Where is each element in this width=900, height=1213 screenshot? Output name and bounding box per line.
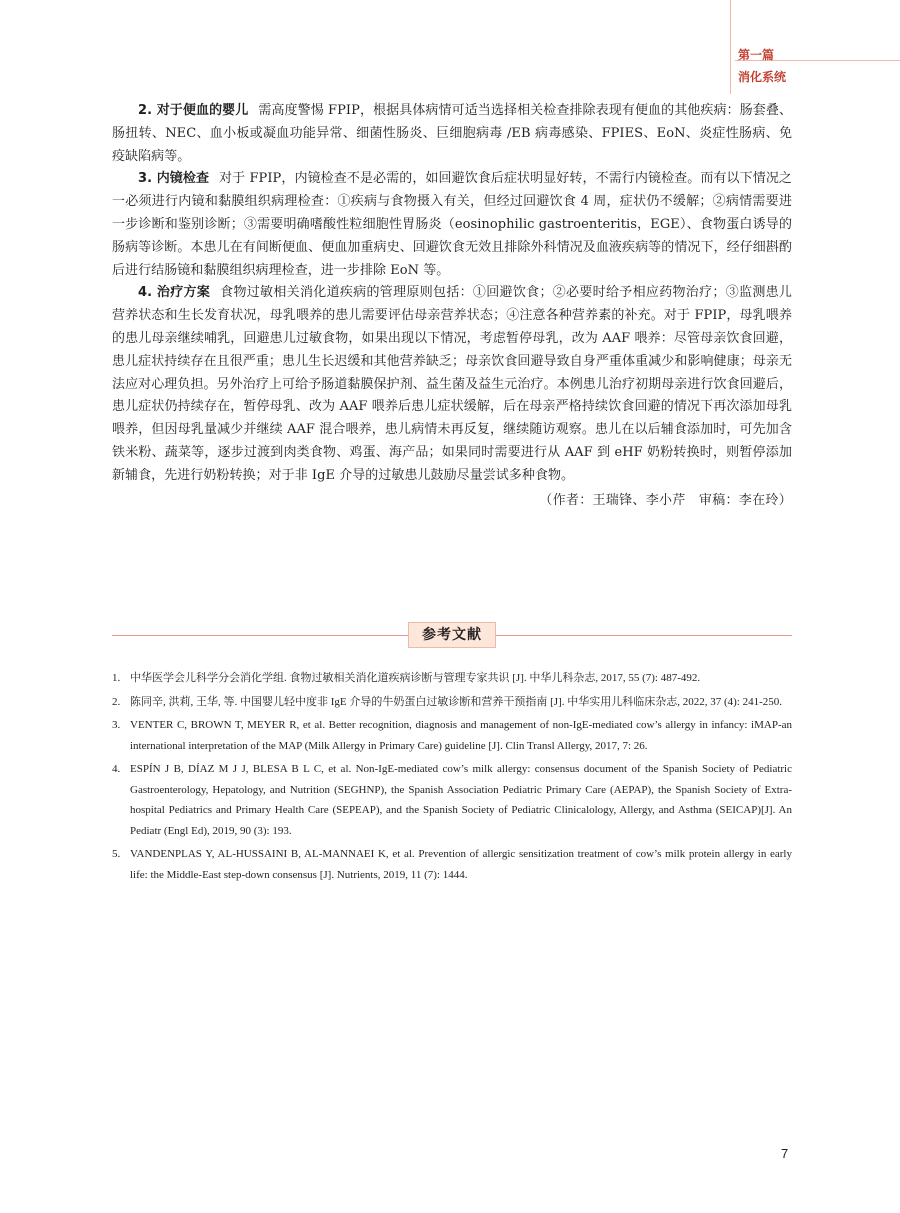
reference-item — [112, 844, 792, 885]
paragraph-heading: 4. 治疗方案 — [138, 285, 211, 301]
reference-text: VENTER C, BROWN T, MEYER R, et al. Better recognition, diagnosis and management of non-IgE-mediated cow’s allergy in infancy: iMAP-an international interpretation of the MAP (Milk Allergy in Primary Care) guideline [J]. Clin Transl Allergy, 2017, 7: 26. — [130, 719, 792, 752]
reference-number: 3. — [112, 719, 121, 731]
reference-item — [112, 759, 792, 841]
main-text — [112, 100, 792, 512]
paragraph-text: 食物过敏相关消化道疾病的管理原则包括：①回避饮食；②必要时给予相应药物治疗；③监测患儿营养状态和生长发育状况，母乳喂养的患儿需要评估母亲营养状态；④注意各种营养素的补充。对于 FPIP，母乳喂养的患儿母亲继续哺乳，回避患儿过敏食物，如果出现以下情况，考虑暂停母乳，改为 AAF 喂养：尽管母亲饮食回避，患儿症状持续存在且很严重；患儿生长迟缓和其他营养缺乏；母亲饮食回避导致自身严重体重减少和影响健康；母亲无法应对心理负担。另外治疗上可给予肠道黏膜保护剂、益生菌及益生元治疗。本例患儿治疗初期母亲进行饮食回避后，患儿症状仍持续存在，暂停母乳、改为 AAF 喂养后患儿症状缓解，后在母亲严格持续饮食回避的情况下再次添加母乳喂养，但因母乳量减少并继续 AAF 混合喂养，患儿病情未再反复，继续随访观察。患儿在以后辅食添加时，可先加含铁米粉、蔬菜等，逐步过渡到肉类食物、鸡蛋、海产品；如果同时需要进行从 AAF 到 eHF 奶粉转换时，则暂停添加新辅食，先进行奶粉转换；对于非 IgE 介导的过敏患儿鼓励尽量尝试多种食物。 — [112, 285, 792, 483]
paragraph-text: 需高度警惕 FPIP，根据具体病情可适当选择相关检查排除表现有便血的其他疾病：肠套叠、肠扭转、NEC、血小板或凝血功能异常、细菌性肠炎、巨细胞病毒 /EB 病毒感染、FPIES、EoN、炎症性肠病、免疫缺陷病等。 — [112, 103, 792, 164]
references-heading-bar — [112, 621, 792, 649]
chapter-label: 消化系统 — [738, 70, 787, 84]
references-heading: 参考文献 — [408, 622, 496, 648]
paragraph-text: 对于 FPIP，内镜检查不是必需的，如回避饮食后症状明显好转，不需行内镜检查。而有以下情况之一必须进行内镜和黏膜组织病理检查：①疾病与食物摄入有关，但经过回避饮食 4 周，症状仍不缓解；②病情需要进一步诊断和鉴别诊断；③需要明确嗜酸性粒细胞性胃肠炎（eosinophilic gastroenteritis，EGE）、食物蛋白诱导的肠病等诊断。本患儿在有间断便血、便血加重病史、回避饮食无效且排除外科情况及血液疾病等的情况下，经仔细斟酌后进行结肠镜和黏膜组织病理检查，进一步排除 EoN 等。 — [112, 171, 792, 278]
author-signoff: （作者：王瑞锋、李小芹 审稿：李在玲） — [539, 492, 792, 508]
reference-item — [112, 715, 792, 756]
paragraph-treatment — [112, 282, 792, 487]
reference-number: 5. — [112, 848, 121, 860]
paragraph-heading: 3. 内镜检查 — [138, 171, 210, 187]
reference-text: ESPÍN J B, DÍAZ M J J, BLESA B L C, et al. Non-IgE-mediated cow’s milk allergy: consensus document of the Spanish Society of Pediatric Gastroenterology, Hepatology, and Nutrition (SEGHNP), the Spanish Association Pediatric Primary Care (AEPAP), the Spanish Society of Extra-hospital Pediatrics and Primary Health Care (SEPEAP), and the Spanish Society of Pediatric Clinicalology, Allergy, and Asthma (SEICAP)[J]. An Pediatr (Engl Ed), 2019, 90 (3): 193. — [130, 763, 792, 837]
reference-item — [112, 692, 792, 713]
reference-text: VANDENPLAS Y, AL-HUSSAINI B, AL-MANNAEI K, et al. Prevention of allergic sensitization treatment of cow’s milk protein allergy in early life: the Middle-East step-down consensus [J]. Nutrients, 2019, 11 (7): 1444. — [130, 848, 792, 881]
reference-item — [112, 668, 792, 689]
paragraph-endoscopy — [112, 168, 792, 282]
references-rule-right — [496, 635, 792, 636]
reference-text: 陈同辛, 洪莉, 王华, 等. 中国婴儿轻中度非 IgE 介导的牛奶蛋白过敏诊断和营养干预指南 [J]. 中华实用儿科临床杂志, 2022, 37 (4): 241-250. — [130, 695, 783, 708]
paragraph-heading: 2. 对于便血的婴儿 — [138, 103, 249, 118]
reference-list — [112, 668, 792, 888]
page-number: 7 — [781, 1146, 789, 1161]
references-rule-left — [112, 635, 408, 636]
reference-number: 2. — [112, 695, 121, 708]
reference-number: 4. — [112, 763, 121, 775]
header-vertical-rule — [730, 0, 731, 94]
section-label: 第一篇 — [738, 48, 775, 62]
reference-number: 1. — [112, 672, 121, 684]
reference-text: 中华医学会儿科学分会消化学组. 食物过敏相关消化道疾病诊断与管理专家共识 [J]. 中华儿科杂志, 2017, 55 (7): 487-492. — [130, 672, 701, 684]
paragraph-bloody-stool — [112, 100, 792, 168]
